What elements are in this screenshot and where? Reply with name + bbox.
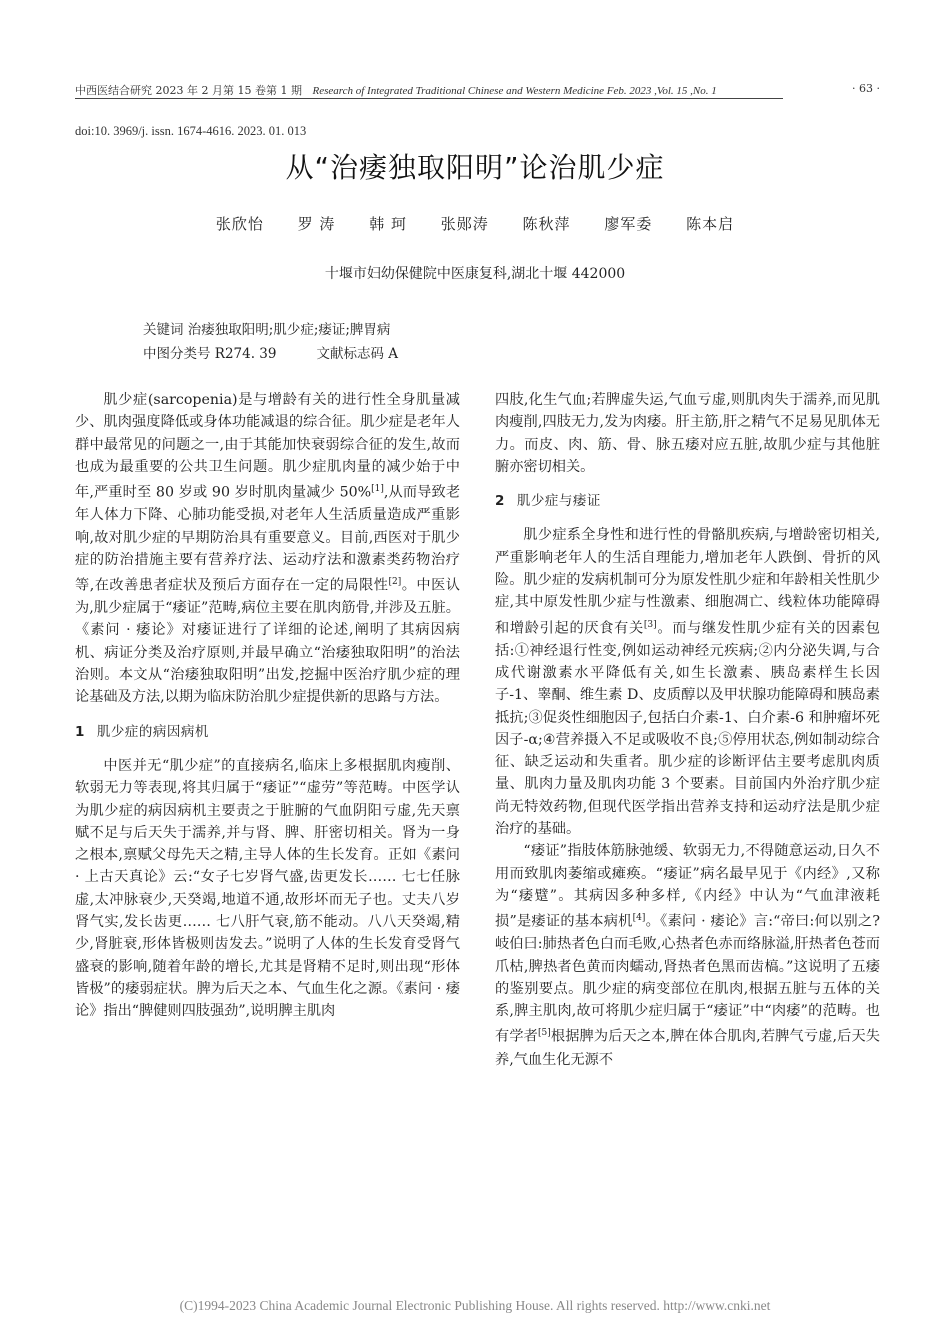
journal-cn: 中西医结合研究 2023 年 2 月第 15 卷第 1 期	[75, 84, 302, 97]
document-code: 文献标志码 A	[316, 346, 399, 362]
right-column	[495, 389, 880, 1071]
author: 张欣怡	[215, 215, 264, 233]
page-number: · 63 ·	[852, 82, 880, 95]
doi: doi:10. 3969/j. issn. 1674-4616. 2023. 01. 013	[75, 124, 307, 138]
author: 韩 珂	[369, 215, 407, 233]
affiliation: 十堰市妇幼保健院中医康复科,湖北十堰 442000	[324, 266, 626, 282]
intro-paragraph: 肌少症(sarcopenia)是与增龄有关的进行性全身肌量减少、肌肉强度降低或身体功能减退的综合征。肌少症是老年人群中最常见的问题之一,由于其能加快衰弱综合征的发生,故而也成为最重要的公共卫生问题。肌少症肌肉量的减少始于中年,严重时至 80 岁或 90 岁时肌肉量减少 50%[1],从而导致老年人体力下降、心肺功能受损,对老年人生活质量造成严重影响,故对肌少症的早期防治具有重要意义。目前,西医对于肌少症的防治措施主要有营养疗法、运动疗法和激素类药物治疗等,在改善患者症状及预后方面存在一定的局限性[2]。中医认为,肌少症属于“痿证”范畴,病位主要在肌肉筋骨,并涉及五脏。《素问 · 痿论》对痿证进行了详细的论述,阐明了其病因病机、病证分类及治疗原则,并最早确立“治痿独取阳明”的治法治则。本文从“治痿独取阳明”出发,挖掘中医治疗肌少症的理论基础及方法,以期为临床防治肌少症提供新的思路与方法。	[75, 392, 461, 706]
citation[interactable]: [5]	[538, 1028, 551, 1039]
body-paragraph: 四肢,化生气血;若脾虚失运,气血亏虚,则肌肉失于濡养,而见肌肉瘦削,四肢无力,发为肉痿。肝主筋,肝之精气不足易见肌体无力。而皮、肉、筋、骨、脉五痿对应五脏,故肌少症与其他脏腑亦密切相关。	[495, 392, 880, 475]
body-paragraph: 中医并无“肌少症”的直接病名,临床上多根据肌肉瘦削、软弱无力等表现,将其归属于“痿证”“虚劳”等范畴。中医学认为肌少症的病因病机主要责之于脏腑的气血阴阳亏虚,先天禀赋不足与后天失于濡养,并与肾、脾、肝密切相关。肾为一身之根本,禀赋父母先天之精,主导人体的生长发育。正如《素问 · 上古天真论》云:“女子七岁肾气盛,齿更发长…… 七七任脉虚,太冲脉衰少,天癸竭,地道不通,故形坏而无子也。丈夫八岁肾气实,发长齿更…… 七八肝气衰,筋不能动。八八天癸竭,精少,肾脏衰,形体皆极则齿发去。”说明了人体的生长发育受肾气盛衰的影响,随着年龄的增长,尤其是肾精不足时,则出现“形体皆极”的痿弱症状。脾为后天之本、气血生化之源。《素问 · 痿论》指出“脾健则四肢强劲”,说明脾主肌肉	[75, 757, 460, 1020]
running-head-left	[75, 82, 717, 98]
paper-title: 从“治痿独取阳明”论治肌少症	[285, 151, 665, 184]
classification	[143, 342, 398, 362]
left-column	[75, 389, 460, 1022]
author: 张郧涛	[440, 215, 489, 233]
author-list	[0, 213, 950, 234]
author: 陈本启	[686, 215, 735, 233]
body-paragraph: “痿证”指肢体筋脉弛缓、软弱无力,不得随意运动,日久不用而致肌肉萎缩或瘫痪。“痿证”病名最早见于《内经》,又称为“痿躄”。其病因多种多样,《内经》中认为“气血津液耗损”是痿证的基本病机[4]。《素问 · 痿论》言:“帝曰:何以别之? 岐伯曰:肺热者色白而毛败,心热者色赤而络脉溢,肝热者色苍而爪枯,脾热者色黄而肉蠕动,肾热者色黑而齿槁。”这说明了五痿的鉴别要点。肌少症的病变部位在肌肉,根据五脏与五体的关系,脾主肌肉,故可将肌少症归属于“痿证”中“肉痿”的范畴。也有学者[5]根据脾为后天之本,脾在体合肌肉,若脾气亏虚,后天失养,气血生化无源不	[495, 843, 880, 1068]
citation[interactable]: [2]	[388, 577, 402, 588]
author: 罗 涛	[297, 215, 336, 233]
body-paragraph: 肌少症系全身性和进行性的骨骼肌疾病,与增龄密切相关,严重影响老年人的生活自理能力,增加老年人跌倒、骨折的风险。肌少症的发病机制可分为原发性肌少症和年龄相关性肌少症,其中原发性肌少症与性激素、细胞凋亡、线粒体功能障碍和增龄引起的厌食有关[3]。而与继发性肌少症有关的因素包括:①神经退行性变,例如运动神经元疾病;②内分泌失调,与合成代谢激素水平降低有关,如生长激素、胰岛素样生长因子-1、睾酮、维生素 D、皮质醇以及甲状腺功能障碍和胰岛素抵抗;③促炎性细胞因子,包括白介素-1、白介素-6 和肿瘤坏死因子-α;④营养摄入不足或吸收不良;⑤停用状态,例如制动综合征、缺乏运动和失重者。肌少症的诊断评估主要考虑肌肉质量、肌肉力量及肌肉功能 3 个要素。目前国内外治疗肌少症尚无特效药物,但现代医学指出营养支持和运动疗法是肌少症治疗的基础。	[495, 527, 880, 838]
citation[interactable]: [3]	[643, 619, 657, 630]
journal-en: Research of Integrated Traditional Chinese and Western Medicine Feb. 2023 ,Vol. 15 ,No. 1	[312, 85, 717, 97]
copyright-footer: (C)1994-2023 China Academic Journal Electronic Publishing House. All rights reserved. http://www.cnki.net	[179, 1298, 771, 1313]
section-heading-2: 2 肌少症与痿证	[495, 493, 601, 510]
author: 陈秋萍	[522, 215, 571, 233]
section-heading-1: 1 肌少症的病因病机	[75, 723, 209, 740]
keywords: 关键词 治痿独取阳明;肌少症;痿证;脾胃病	[143, 322, 391, 338]
clc-number: 中图分类号 R274. 39	[143, 346, 277, 362]
author: 廖军委	[604, 215, 653, 233]
citation[interactable]: [1]	[371, 484, 384, 495]
citation[interactable]: [4]	[632, 913, 646, 924]
header-rule	[75, 98, 783, 99]
